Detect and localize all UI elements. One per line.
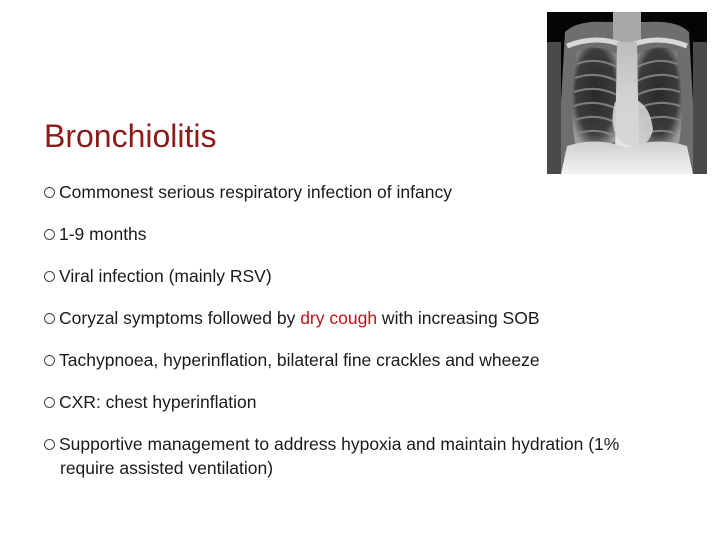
bullet-circle-icon [44, 187, 55, 198]
slide-title: Bronchiolitis [44, 118, 217, 154]
bullet-circle-icon [44, 271, 55, 282]
bullet-text: Viral infection (mainly RSV) [59, 266, 272, 286]
bullet-item [44, 390, 256, 414]
bullet-circle-icon [44, 229, 55, 240]
bullet-text-line1: Supportive management to address hypoxia and maintain hydration (1% [59, 434, 620, 454]
bullet-circle-icon [44, 355, 55, 366]
bullet-item [44, 180, 452, 204]
bullet-item [44, 264, 272, 288]
bullet-circle-icon [44, 313, 55, 324]
bullet-text: 1-9 months [59, 224, 147, 244]
bullet-text-post: with increasing SOB [377, 308, 540, 328]
bullet-circle-icon [44, 397, 55, 408]
bullet-text-line2: require assisted ventilation) [60, 458, 274, 478]
bullet-text: Commonest serious respiratory infection of infancy [59, 182, 452, 202]
bullet-text: CXR: chest hyperinflation [59, 392, 257, 412]
bullet-text: Tachypnoea, hyperinflation, bilateral fine crackles and wheeze [59, 350, 540, 370]
bullet-text-pre: Coryzal symptoms followed by [59, 308, 301, 328]
bullet-item [44, 306, 540, 330]
bullet-item [44, 432, 619, 480]
bullet-circle-icon [44, 439, 55, 450]
chest-xray-graphic [547, 12, 707, 174]
bullet-highlight: dry cough [300, 308, 378, 328]
bullet-item [44, 348, 540, 372]
chest-xray-image [547, 12, 707, 174]
bullet-item [44, 222, 147, 246]
